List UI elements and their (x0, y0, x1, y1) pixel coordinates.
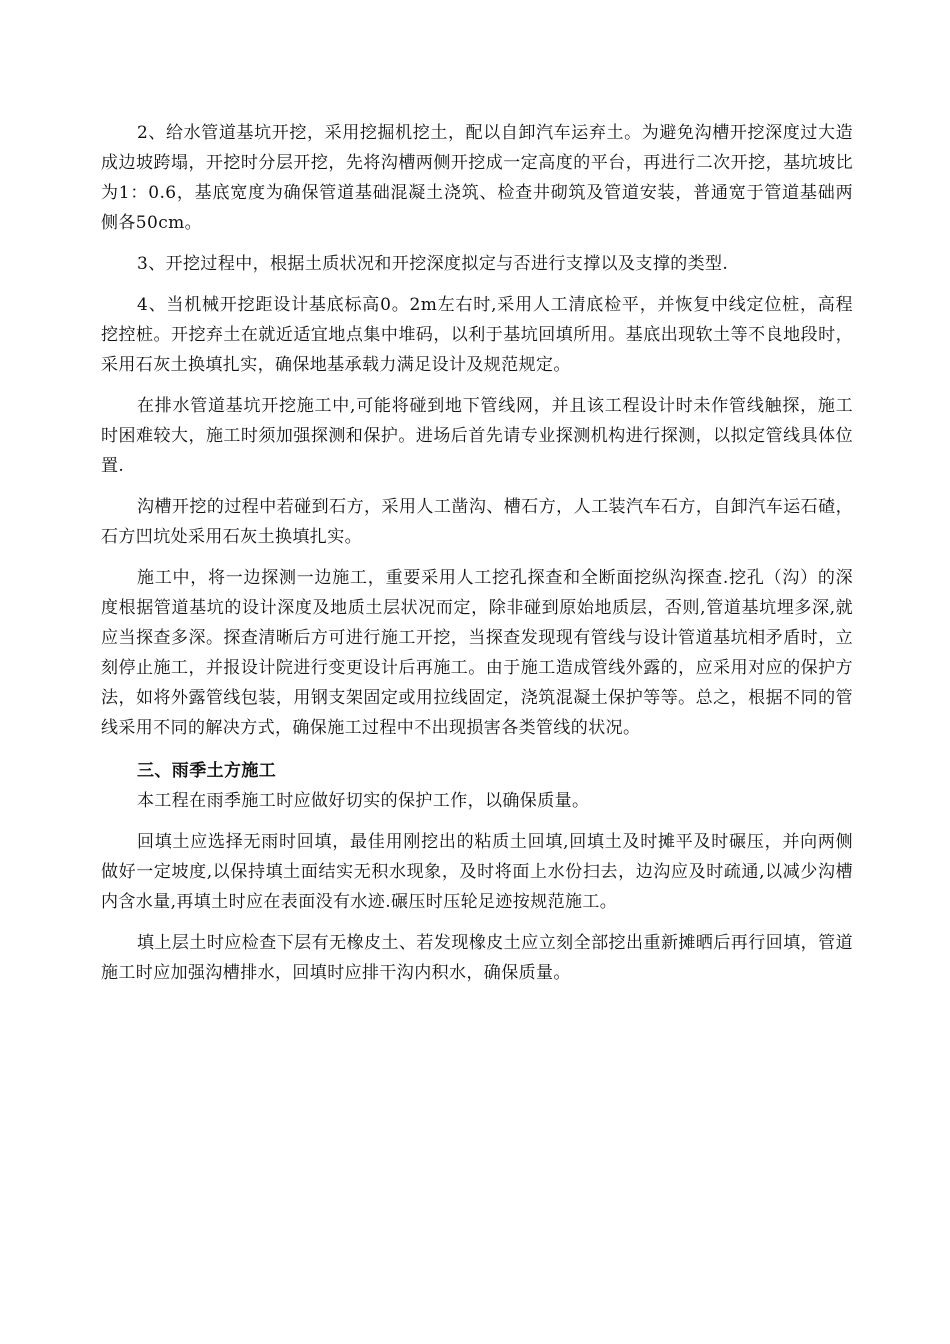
paragraph-detect-while-constructing: 施工中，将一边探测一边施工，重要采用人工挖孔探查和全断面挖纵沟探查.挖孔（沟）的深度根据管道基坑的设计深度及地质土层状况而定，除非碰到原始地质层，否则,管道基坑埋多深,就应当探查多深。探查清晰后方可进行施工开挖，当探查发现现有管线与设计管道基坑相矛盾时，立刻停止施工，并报设计院进行变更设计后再施工。由于施工造成管线外露的，应采用对应的保护方法，如将外露管线包装，用钢支架固定或用拉线固定，浇筑混凝土保护等等。总之，根据不同的管线采用不同的解决方式，确保施工过程中不出现损害各类管线的状况。 (101, 568, 853, 738)
paragraph-water-pipe-excavation: 2、给水管道基坑开挖，采用挖掘机挖土，配以自卸汽车运弃土。为避免沟槽开挖深度过大造成边坡跨塌，开挖时分层开挖，先将沟槽两侧开挖成一定高度的平台，再进行二次开挖，基坑坡比为1：0.6，基底宽度为确保管道基础混凝土浇筑、检查井砌筑及管道安装，普通宽于管道基础两侧各50cm。 (101, 123, 853, 233)
paragraph-rainy-season-protection: 本工程在雨季施工时应做好切实的保护工作，以确保质量。 (137, 791, 590, 811)
paragraph-drainage-pipeline-detection: 在排水管道基坑开挖施工中,可能将碰到地下管线网，并且该工程设计时未作管线触探，施工时困难较大，施工时须加强探测和保护。进场后首先请专业探测机构进行探测，以拟定管线具体位置. (101, 396, 853, 476)
section-heading-rainy-season: 三、雨季土方施工 (137, 761, 277, 781)
document-body (101, 118, 853, 988)
paragraph-manual-leveling: 4、当机械开挖距设计基底标高0。2m左右时,采用人工清底检平，并恢复中线定位桩，高程挖控桩。开挖弃土在就近适宜地点集中堆码，以利于基坑回填所用。基底出现软土等不良地段时，采用石灰土换填扎实，确保地基承载力满足设计及规范规定。 (101, 295, 853, 375)
paragraph-rubber-soil-check: 填上层土时应检查下层有无橡皮土、若发现橡皮土应立刻全部挖出重新摊晒后再行回填，管道施工时应加强沟槽排水，回填时应排干沟内积水，确保质量。 (101, 933, 853, 983)
paragraph-excavation-support: 3、开挖过程中，根据土质状况和开挖深度拟定与否进行支撑以及支撑的类型. (137, 254, 729, 274)
paragraph-backfill-rules: 回填土应选择无雨时回填，最佳用刚挖出的粘质土回填,回填土及时摊平及时碾压，并向两侧做好一定坡度,以保持填土面结实无积水现象，及时将面上水份扫去，边沟应及时疏通,以减少沟槽内含水量,再填土时应在表面没有水迹.碾压时压轮足迹按规范施工。 (101, 832, 853, 912)
paragraph-rock-excavation: 沟槽开挖的过程中若碰到石方，采用人工凿沟、槽石方，人工装汽车石方，自卸汽车运石碴，石方凹坑处采用石灰土换填扎实。 (101, 497, 853, 547)
